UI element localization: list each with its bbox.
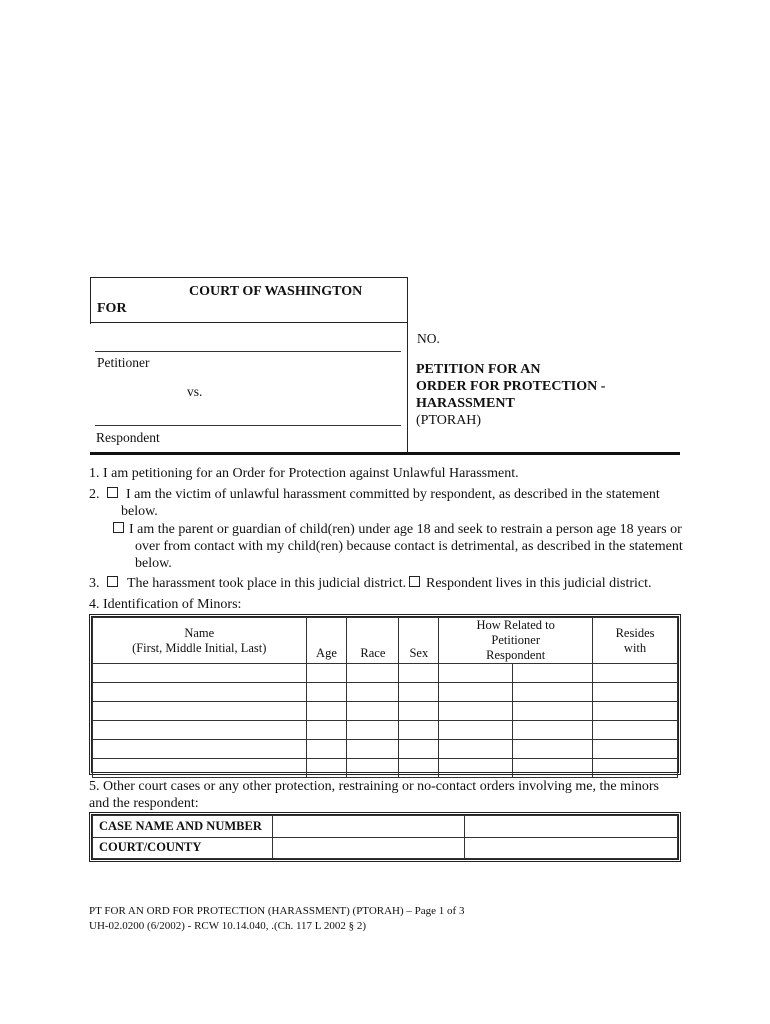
victim-checkbox[interactable] bbox=[107, 487, 118, 498]
footer-form-title: PT FOR AN ORD FOR PROTECTION (HARASSMENT) (PTORAH) – Page 1 of 3 bbox=[89, 905, 465, 917]
name-column-header bbox=[93, 618, 307, 664]
age-column-header: Age bbox=[306, 618, 347, 664]
statement-4: 4. Identification of Minors: bbox=[89, 597, 242, 612]
respondent-subheader: Respondent bbox=[486, 648, 546, 662]
respondent-name-field[interactable] bbox=[95, 425, 401, 426]
county-for-label: FOR bbox=[97, 301, 127, 316]
statement-2b-line2: over from contact with my child(ren) because contact is detrimental, as described in the statement bbox=[135, 539, 683, 554]
table-row bbox=[93, 664, 678, 683]
statement-2a-line2: below. bbox=[121, 504, 158, 519]
court-county-field-2[interactable] bbox=[465, 837, 678, 859]
heavy-divider bbox=[90, 452, 680, 455]
caption-vertical-divider bbox=[407, 277, 408, 454]
table-row bbox=[93, 816, 678, 838]
table-row bbox=[93, 702, 678, 721]
name-header-line1: Name bbox=[184, 625, 215, 640]
court-county-label: COURT/COUNTY bbox=[93, 837, 273, 859]
sex-column-header: Sex bbox=[399, 618, 439, 664]
table-row bbox=[93, 759, 678, 778]
court-title: COURT OF WASHINGTON bbox=[189, 284, 363, 299]
petition-title-line1: PETITION FOR AN bbox=[416, 362, 541, 377]
court-county-field-1[interactable] bbox=[273, 837, 465, 859]
race-column-header: Race bbox=[347, 618, 399, 664]
statement-2-number: 2. bbox=[89, 487, 100, 502]
parent-guardian-checkbox[interactable] bbox=[113, 522, 124, 533]
petition-title-line3: HARASSMENT bbox=[416, 396, 515, 411]
statement-1: 1. I am petitioning for an Order for Protection against Unlawful Harassment. bbox=[89, 466, 519, 481]
resides-column-header bbox=[593, 618, 678, 664]
vs-label: vs. bbox=[187, 384, 203, 399]
harassment-district-checkbox[interactable] bbox=[107, 576, 118, 587]
table-row bbox=[93, 740, 678, 759]
statement-2b-line3: below. bbox=[135, 556, 172, 571]
how-related-label: How Related to bbox=[476, 618, 555, 632]
resides-header-line2: with bbox=[623, 640, 647, 655]
table-row bbox=[93, 837, 678, 859]
resides-header-line1: Resides bbox=[615, 625, 655, 640]
case-name-field-2[interactable] bbox=[465, 816, 678, 838]
how-related-column-header bbox=[439, 618, 593, 664]
statement-5-line2: and the respondent: bbox=[89, 796, 199, 811]
petitioner-label: Petitioner bbox=[97, 355, 150, 370]
table-row bbox=[93, 721, 678, 740]
minors-table bbox=[89, 614, 681, 775]
other-cases-table bbox=[89, 812, 681, 862]
footer-form-number: UH-02.0200 (6/2002) - RCW 10.14.040, .(Ch. 117 L 2002 § 2) bbox=[89, 920, 367, 932]
respondent-label: Respondent bbox=[96, 430, 160, 445]
respondent-district-checkbox[interactable] bbox=[409, 576, 420, 587]
petitioner-name-field[interactable] bbox=[95, 351, 401, 352]
petition-abbrev: (PTORAH) bbox=[416, 413, 482, 428]
petitioner-subheader: Petitioner bbox=[491, 633, 540, 647]
statement-2a-line1: I am the victim of unlawful harassment committed by respondent, as described in the statement bbox=[126, 487, 660, 502]
statement-5-line1: 5. Other court cases or any other protection, restraining or no-contact orders involving me, the minors bbox=[89, 779, 659, 794]
statement-2b-line1: I am the parent or guardian of child(ren) under age 18 and seek to restrain a person age 18 years or bbox=[129, 522, 682, 537]
petition-title-line2: ORDER FOR PROTECTION - bbox=[416, 379, 606, 394]
statement-3b: Respondent lives in this judicial district. bbox=[426, 576, 652, 591]
statement-3a: The harassment took place in this judicial district. bbox=[127, 576, 407, 591]
case-name-label: CASE NAME AND NUMBER bbox=[93, 816, 273, 838]
case-number-label: NO. bbox=[417, 331, 440, 346]
case-name-field-1[interactable] bbox=[273, 816, 465, 838]
name-header-line2: (First, Middle Initial, Last) bbox=[132, 640, 267, 655]
table-row bbox=[93, 683, 678, 702]
divider bbox=[90, 322, 408, 323]
statement-3-number: 3. bbox=[89, 576, 100, 591]
